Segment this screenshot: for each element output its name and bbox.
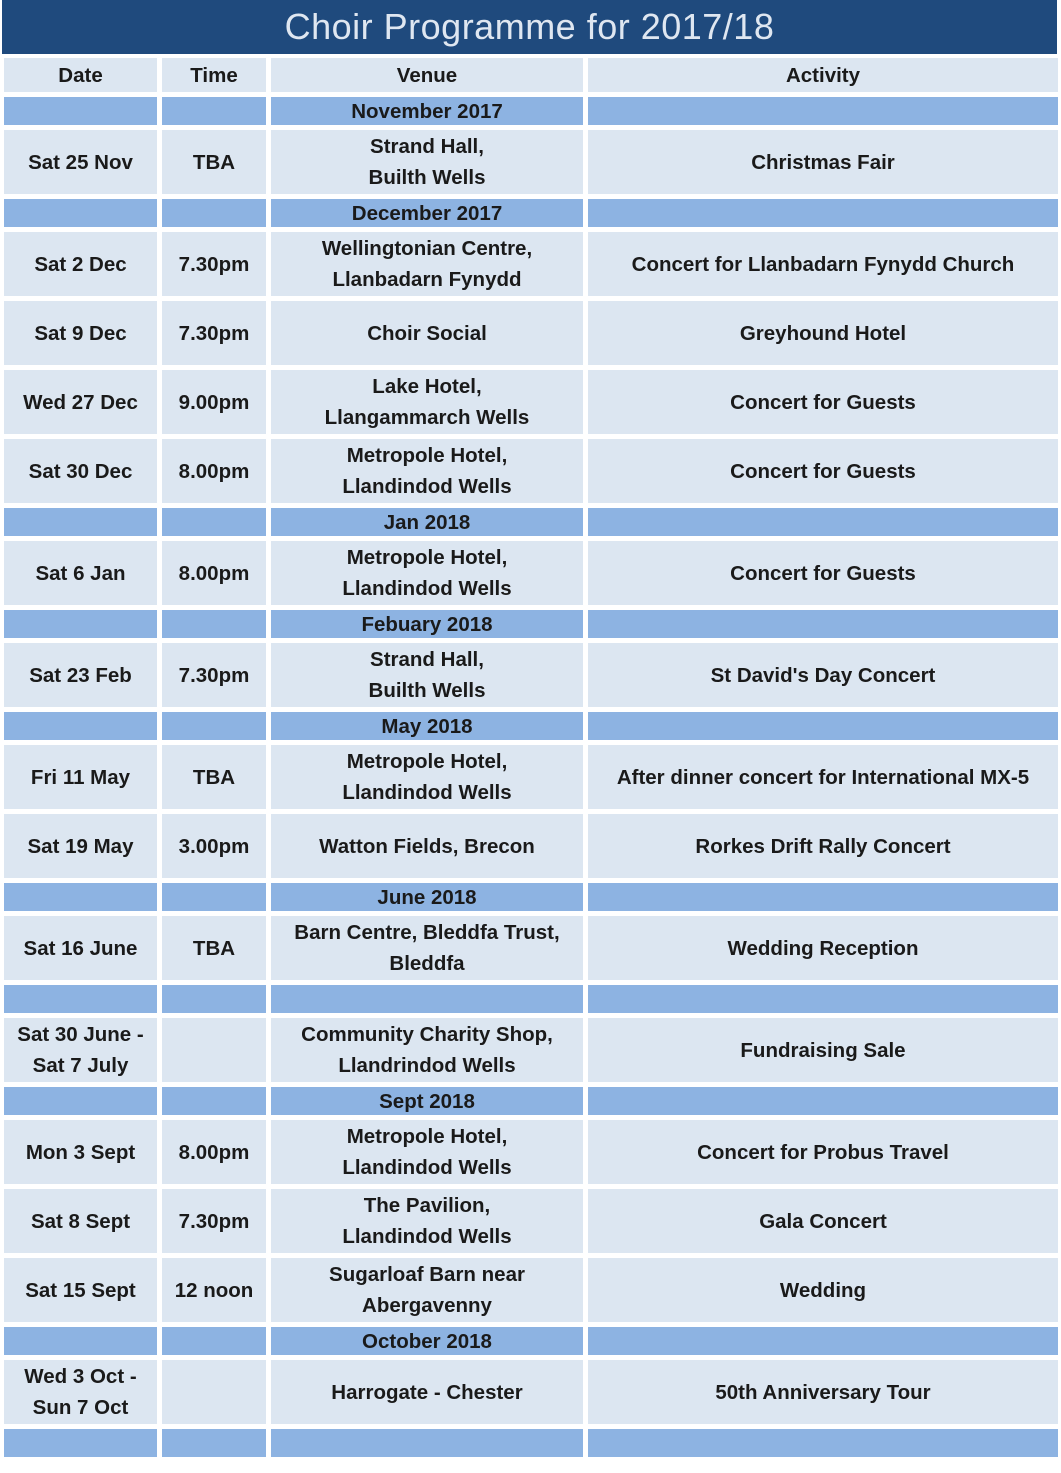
month-filler-cell: [4, 1087, 157, 1115]
month-label: October 2018: [271, 1327, 583, 1355]
table-row: [4, 370, 1058, 434]
month-row: [4, 712, 1058, 740]
event-time: [162, 1360, 266, 1424]
month-filler-cell: [162, 883, 266, 911]
event-venue: Lake Hotel, Llangammarch Wells: [271, 370, 583, 434]
month-filler-cell: [588, 1087, 1058, 1115]
table-row: [4, 541, 1058, 605]
event-date: Wed 3 Oct - Sun 7 Oct: [4, 1360, 157, 1424]
event-activity: After dinner concert for International MX-5: [588, 745, 1058, 809]
event-date: Wed 27 Dec: [4, 370, 157, 434]
event-venue: Metropole Hotel, Llandindod Wells: [271, 1120, 583, 1184]
event-venue: Barn Centre, Bleddfa Trust, Bleddfa: [271, 916, 583, 980]
event-time: TBA: [162, 130, 266, 194]
header-time: Time: [162, 58, 266, 92]
event-venue: Community Charity Shop, Llandrindod Wells: [271, 1018, 583, 1082]
event-activity: Concert for Guests: [588, 439, 1058, 503]
month-filler-cell: [588, 97, 1058, 125]
month-row: [4, 199, 1058, 227]
event-venue: Watton Fields, Brecon: [271, 814, 583, 878]
event-activity: Greyhound Hotel: [588, 301, 1058, 365]
event-date: Sat 16 June: [4, 916, 157, 980]
event-date: Fri 11 May: [4, 745, 157, 809]
event-activity: Christmas Fair: [588, 130, 1058, 194]
month-label: Jan 2018: [271, 508, 583, 536]
event-venue: Metropole Hotel, Llandindod Wells: [271, 745, 583, 809]
event-venue: Metropole Hotel, Llandindod Wells: [271, 541, 583, 605]
month-filler-cell: [162, 1087, 266, 1115]
event-time: 12 noon: [162, 1258, 266, 1322]
event-activity: Fundraising Sale: [588, 1018, 1058, 1082]
month-label: Sept 2018: [271, 1087, 583, 1115]
event-activity: Concert for Llanbadarn Fynydd Church: [588, 232, 1058, 296]
month-row: [4, 1327, 1058, 1355]
month-row: [4, 883, 1058, 911]
month-filler-cell: [588, 985, 1058, 1013]
event-activity: Concert for Guests: [588, 541, 1058, 605]
event-date: Sat 6 Jan: [4, 541, 157, 605]
event-date: Sat 23 Feb: [4, 643, 157, 707]
month-filler-cell: [4, 712, 157, 740]
month-row: [4, 1429, 1058, 1457]
event-date: Sat 2 Dec: [4, 232, 157, 296]
month-filler-cell: [4, 1429, 157, 1457]
event-time: 7.30pm: [162, 643, 266, 707]
month-filler-cell: [4, 508, 157, 536]
month-filler-cell: [4, 985, 157, 1013]
event-venue: Harrogate - Chester: [271, 1360, 583, 1424]
month-filler-cell: [4, 883, 157, 911]
event-venue: Metropole Hotel, Llandindod Wells: [271, 439, 583, 503]
event-venue: The Pavilion, Llandindod Wells: [271, 1189, 583, 1253]
table-row: [4, 1189, 1058, 1253]
event-time: 7.30pm: [162, 301, 266, 365]
event-venue: Wellingtonian Centre, Llanbadarn Fynydd: [271, 232, 583, 296]
month-label: [271, 1429, 583, 1457]
header-date: Date: [4, 58, 157, 92]
month-filler-cell: [162, 199, 266, 227]
event-time: 8.00pm: [162, 439, 266, 503]
event-activity: 50th Anniversary Tour: [588, 1360, 1058, 1424]
event-time: TBA: [162, 745, 266, 809]
month-row: [4, 610, 1058, 638]
event-venue: Choir Social: [271, 301, 583, 365]
month-filler-cell: [588, 712, 1058, 740]
table-row: [4, 814, 1058, 878]
month-filler-cell: [4, 1327, 157, 1355]
table-row: [4, 1018, 1058, 1082]
event-date: Sat 15 Sept: [4, 1258, 157, 1322]
event-time: TBA: [162, 916, 266, 980]
month-filler-cell: [162, 712, 266, 740]
month-filler-cell: [588, 1327, 1058, 1355]
event-activity: Concert for Guests: [588, 370, 1058, 434]
table-row: [4, 439, 1058, 503]
event-date: Mon 3 Sept: [4, 1120, 157, 1184]
table-row: [4, 1258, 1058, 1322]
table-row: [4, 643, 1058, 707]
month-filler-cell: [162, 985, 266, 1013]
table-row: [4, 301, 1058, 365]
month-label: May 2018: [271, 712, 583, 740]
event-time: 7.30pm: [162, 232, 266, 296]
month-filler-cell: [588, 508, 1058, 536]
event-activity: Rorkes Drift Rally Concert: [588, 814, 1058, 878]
event-venue: Sugarloaf Barn near Abergavenny: [271, 1258, 583, 1322]
month-filler-cell: [162, 97, 266, 125]
month-label: June 2018: [271, 883, 583, 911]
event-time: 8.00pm: [162, 541, 266, 605]
event-activity: Wedding: [588, 1258, 1058, 1322]
month-row: [4, 1087, 1058, 1115]
month-label: December 2017: [271, 199, 583, 227]
event-activity: St David's Day Concert: [588, 643, 1058, 707]
month-label: November 2017: [271, 97, 583, 125]
header-activity: Activity: [588, 58, 1058, 92]
table-row: [4, 745, 1058, 809]
page-title: Choir Programme for 2017/18: [2, 0, 1057, 54]
event-date: Sat 9 Dec: [4, 301, 157, 365]
event-time: 3.00pm: [162, 814, 266, 878]
event-venue: Strand Hall, Builth Wells: [271, 130, 583, 194]
table-row: [4, 916, 1058, 980]
month-filler-cell: [162, 1429, 266, 1457]
month-row: [4, 508, 1058, 536]
table-row: [4, 1360, 1058, 1424]
month-filler-cell: [4, 199, 157, 227]
month-filler-cell: [162, 1327, 266, 1355]
month-filler-cell: [588, 199, 1058, 227]
event-date: Sat 8 Sept: [4, 1189, 157, 1253]
header-venue: Venue: [271, 58, 583, 92]
month-filler-cell: [162, 508, 266, 536]
table-row: [4, 232, 1058, 296]
month-row: [4, 985, 1058, 1013]
month-row: [4, 97, 1058, 125]
event-activity: Concert for Probus Travel: [588, 1120, 1058, 1184]
event-date: Sat 25 Nov: [4, 130, 157, 194]
month-filler-cell: [4, 97, 157, 125]
table-row: [4, 130, 1058, 194]
month-filler-cell: [4, 610, 157, 638]
event-activity: Wedding Reception: [588, 916, 1058, 980]
table-row: [4, 1120, 1058, 1184]
event-activity: Gala Concert: [588, 1189, 1058, 1253]
month-filler-cell: [588, 610, 1058, 638]
event-date: Sat 19 May: [4, 814, 157, 878]
event-time: [162, 1018, 266, 1082]
month-filler-cell: [588, 883, 1058, 911]
event-venue: Strand Hall, Builth Wells: [271, 643, 583, 707]
month-label: Febuary 2018: [271, 610, 583, 638]
month-filler-cell: [162, 610, 266, 638]
month-label: [271, 985, 583, 1013]
event-time: 9.00pm: [162, 370, 266, 434]
event-time: 7.30pm: [162, 1189, 266, 1253]
event-date: Sat 30 June - Sat 7 July: [4, 1018, 157, 1082]
event-date: Sat 30 Dec: [4, 439, 157, 503]
month-filler-cell: [588, 1429, 1058, 1457]
table-header-row: [4, 58, 1058, 92]
event-time: 8.00pm: [162, 1120, 266, 1184]
